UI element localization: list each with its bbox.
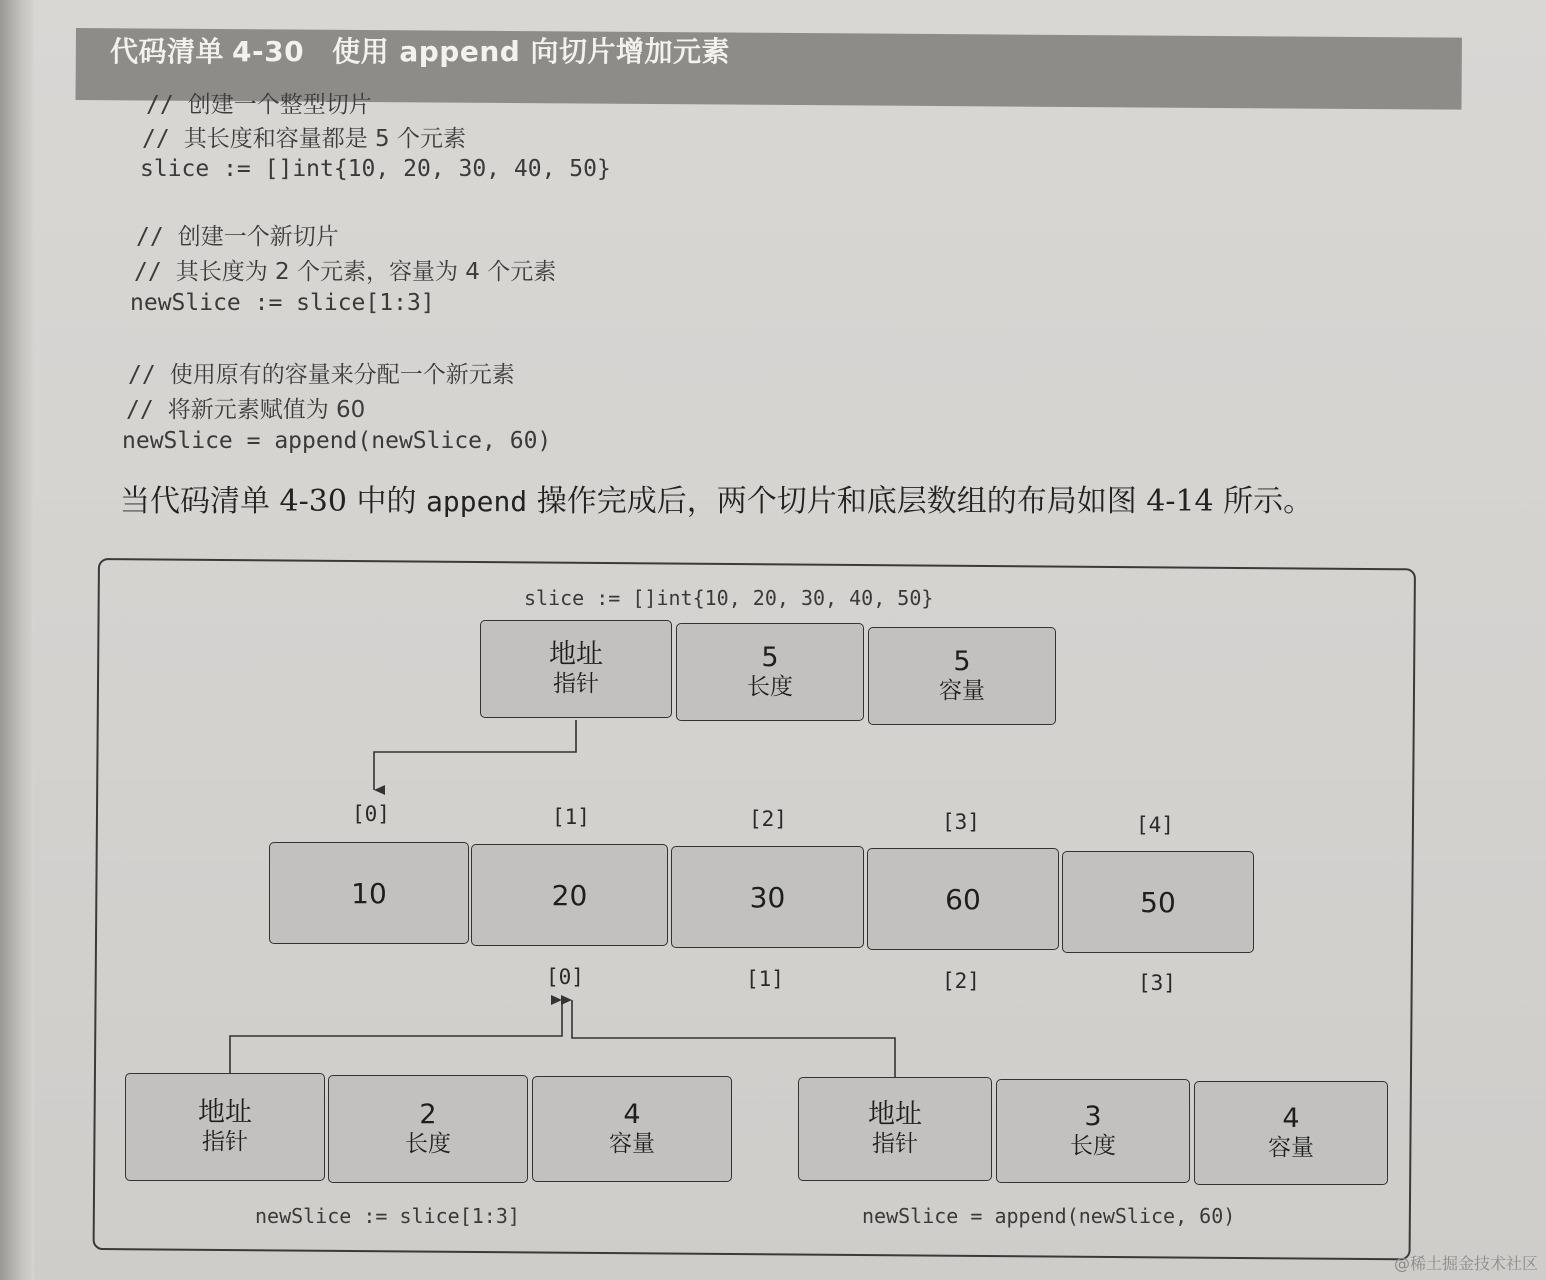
- array-index-top: [3]: [942, 810, 980, 834]
- box-label: 长度: [405, 1131, 451, 1158]
- array-value: 50: [1140, 885, 1176, 919]
- array-index-bottom: [1]: [746, 967, 784, 991]
- code-comment: [128, 356, 515, 389]
- comment-text: 使用原有的容量来分配一个新元素: [169, 362, 515, 388]
- box-value: 5: [761, 642, 779, 673]
- listing-header: [110, 30, 730, 70]
- box-value: 地址: [549, 639, 603, 670]
- array-element-box: [1062, 851, 1254, 953]
- code-comment: [126, 391, 365, 424]
- array-value: 60: [945, 882, 981, 916]
- comment-slashes: //: [142, 126, 170, 152]
- comment-text: 创建一个新切片: [177, 224, 339, 250]
- box-label: 容量: [939, 678, 985, 705]
- comment-slashes: //: [146, 92, 174, 118]
- slice-length-box: [676, 623, 864, 721]
- array-element-box: [671, 846, 864, 948]
- array-index-top: [1]: [552, 805, 590, 829]
- right-slice-length-box: [996, 1079, 1190, 1183]
- box-value: 4: [1282, 1103, 1300, 1134]
- code-comment: [136, 218, 339, 251]
- paragraph-post: 操作完成后，两个切片和底层数组的布局如图 4-14 所示。: [527, 484, 1314, 519]
- box-value: 地址: [198, 1097, 252, 1128]
- box-label: 容量: [609, 1131, 655, 1158]
- code-line: newSlice = append(newSlice, 60): [122, 428, 552, 454]
- array-element-box: [269, 842, 469, 944]
- listing-number: 4-30: [232, 35, 305, 68]
- code-comment: [142, 120, 466, 153]
- left-slice-pointer-box: [125, 1073, 325, 1181]
- array-value: 10: [351, 876, 387, 910]
- array-value: 20: [551, 878, 588, 912]
- paragraph-code: append: [426, 485, 528, 518]
- array-value: 30: [749, 880, 786, 914]
- slice-pointer-box: [480, 620, 672, 718]
- comment-text: 创建一个整型切片: [187, 92, 372, 118]
- left-slice-length-box: [328, 1075, 528, 1183]
- array-index-bottom: [0]: [546, 965, 584, 989]
- paragraph-pre: 当代码清单 4-30 中的: [120, 484, 427, 519]
- box-label: 指针: [553, 671, 599, 698]
- comment-slashes: //: [134, 259, 162, 285]
- array-index-top: [2]: [749, 807, 787, 831]
- code-line: slice := []int{10, 20, 30, 40, 50}: [140, 156, 611, 182]
- box-value: 地址: [868, 1099, 922, 1130]
- array-index-top: [0]: [352, 802, 390, 826]
- listing-label: 代码清单: [110, 35, 225, 68]
- box-label: 长度: [1070, 1133, 1116, 1160]
- box-label: 指针: [202, 1129, 248, 1156]
- comment-slashes: //: [136, 224, 164, 250]
- code-line: newSlice := slice[1:3]: [130, 290, 435, 316]
- body-paragraph: [120, 476, 1313, 520]
- listing-title: 使用 append 向切片增加元素: [332, 35, 731, 68]
- page-binding-edge: [0, 0, 34, 1280]
- box-value: 5: [953, 646, 971, 677]
- left-slice-caption: newSlice := slice[1:3]: [255, 1204, 520, 1228]
- array-index-bottom: [2]: [942, 969, 980, 993]
- box-value: 4: [623, 1099, 641, 1130]
- slice-capacity-box: [868, 627, 1056, 725]
- code-comment: [146, 86, 372, 119]
- figure-top-caption: slice := []int{10, 20, 30, 40, 50}: [524, 586, 934, 610]
- array-element-box: [471, 844, 668, 946]
- box-label: 容量: [1268, 1135, 1314, 1162]
- right-slice-capacity-box: [1194, 1081, 1388, 1185]
- array-index-bottom: [3]: [1138, 971, 1176, 995]
- right-slice-pointer-box: [798, 1077, 992, 1181]
- comment-slashes: //: [128, 362, 156, 388]
- watermark: @稀土掘金技术社区: [1393, 1254, 1538, 1273]
- comment-text: 将新元素赋值为 60: [167, 397, 366, 423]
- right-slice-caption: newSlice = append(newSlice, 60): [862, 1204, 1236, 1228]
- comment-slashes: //: [126, 397, 154, 423]
- comment-text: 其长度为 2 个元素，容量为 4 个元素: [175, 259, 557, 285]
- box-label: 指针: [872, 1131, 918, 1158]
- box-label: 长度: [747, 674, 793, 701]
- comment-text: 其长度和容量都是 5 个元素: [183, 126, 466, 152]
- array-element-box: [867, 848, 1059, 950]
- box-value: 2: [419, 1099, 437, 1130]
- array-index-top: [4]: [1136, 813, 1174, 837]
- left-slice-capacity-box: [532, 1076, 732, 1182]
- box-value: 3: [1084, 1101, 1102, 1132]
- code-comment: [134, 253, 556, 286]
